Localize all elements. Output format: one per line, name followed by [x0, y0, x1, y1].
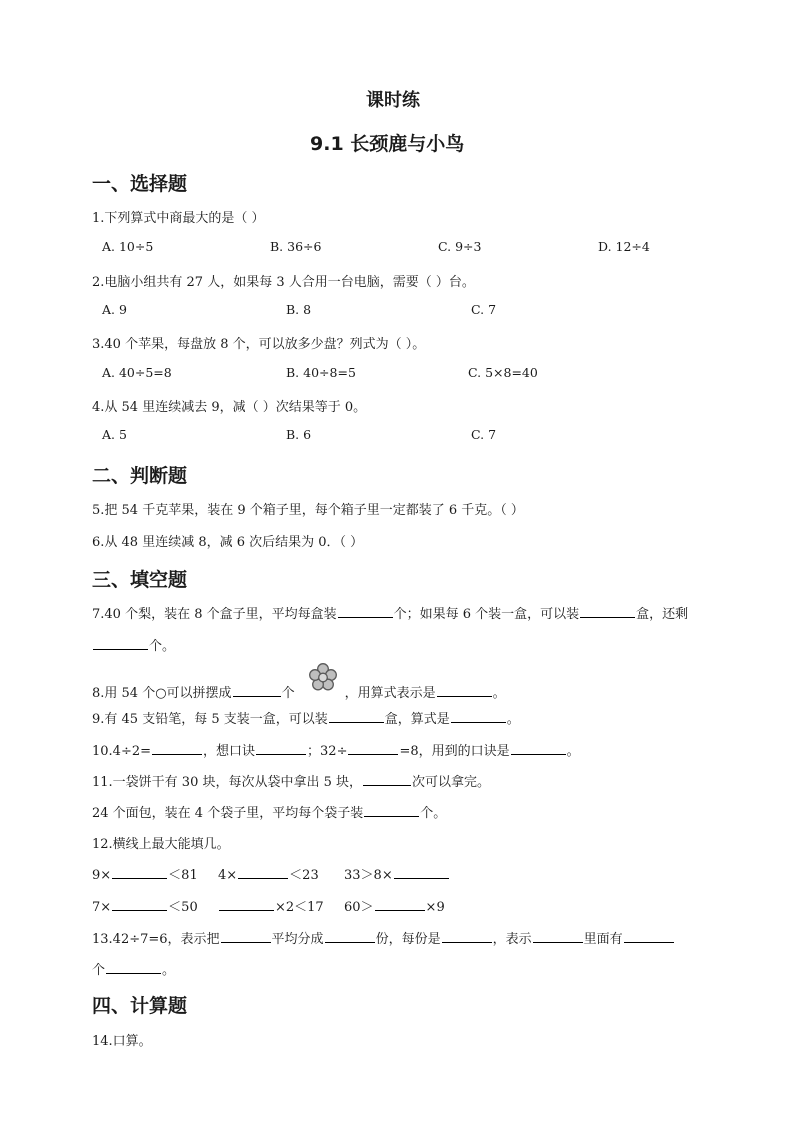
q10-blank-4[interactable] — [511, 742, 566, 755]
q10-text-3: ；32÷ — [307, 744, 348, 759]
q2-option-c: C. 7 — [471, 302, 497, 317]
q3-option-b: B. 40÷8=5 — [286, 365, 356, 380]
q13-blank-6[interactable] — [106, 961, 161, 974]
q8-blank-1[interactable] — [233, 684, 281, 697]
q8-text-3: ，用算式表示是 — [344, 686, 436, 701]
q12-r2c-text-2: ×9 — [425, 900, 445, 915]
q9-blank-1[interactable] — [329, 710, 384, 723]
q2-option-a: A. 9 — [102, 302, 127, 317]
q11-blank-1[interactable] — [363, 773, 411, 786]
q12-row2-c — [344, 896, 445, 915]
q11b-text-2: 个。 — [420, 806, 447, 821]
q12-r2a-text-1: 7× — [92, 900, 112, 915]
q10-text-5: 。 — [566, 744, 580, 759]
q12-r1b-text-1: 4× — [218, 868, 238, 883]
q7-blank-1[interactable] — [338, 605, 393, 618]
q8-text-1: 8.用 54 个○可以拼摆成 — [92, 686, 232, 701]
q1-option-a: A. 10÷5 — [102, 239, 154, 254]
q7-text-1: 7.40 个梨，装在 8 个盒子里，平均每盒装 — [92, 607, 337, 622]
question-7 — [92, 603, 688, 622]
q12-r1a-text-1: 9× — [92, 868, 112, 883]
q12-r2c-text-1: 60＞ — [344, 900, 374, 915]
q3-option-a: A. 40÷5=8 — [102, 365, 172, 380]
q13-blank-3[interactable] — [442, 930, 492, 943]
question-14: 14.口算。 — [92, 1034, 152, 1049]
q8-text-2: 个 — [281, 686, 295, 701]
section-heading-fill: 三、填空题 — [92, 569, 188, 591]
q13-text-7: 。 — [162, 963, 176, 978]
q7-text-3: 盒，还剩 — [636, 607, 689, 622]
flower-icon — [308, 662, 338, 692]
q12-row1-a — [92, 864, 198, 883]
q1-option-d: D. 12÷4 — [598, 239, 650, 254]
q4-option-c: C. 7 — [471, 427, 497, 442]
q9-text-1: 9.有 45 支铅笔，每 5 支装一盒，可以装 — [92, 712, 328, 727]
page-title: 课时练 — [366, 90, 420, 111]
question-4: 4.从 54 里连续减去 9，减（ ）次结果等于 0。 — [92, 400, 367, 415]
q10-blank-1[interactable] — [152, 742, 202, 755]
question-11b — [92, 802, 446, 821]
question-12: 12.横线上最大能填几。 — [92, 837, 230, 852]
q10-text-1: 10.4÷2= — [92, 744, 152, 759]
q13-text-5: 里面有 — [583, 932, 623, 947]
q12-r1a-text-2: ＜81 — [168, 868, 198, 883]
q9-text-2: 盒，算式是 — [384, 712, 450, 727]
q10-blank-2[interactable] — [256, 742, 306, 755]
q12-r2b-blank[interactable] — [219, 898, 274, 911]
q13-text-4: ，表示 — [492, 932, 532, 947]
section-heading-judge: 二、判断题 — [92, 465, 188, 487]
q13-text-3: 份，每份是 — [375, 932, 441, 947]
q12-r1b-blank[interactable] — [238, 866, 288, 879]
q10-blank-3[interactable] — [348, 742, 398, 755]
q1-option-b: B. 36÷6 — [270, 239, 322, 254]
q8-text-4: 。 — [492, 686, 506, 701]
q4-option-b: B. 6 — [286, 427, 312, 442]
q7-blank-3[interactable] — [93, 637, 148, 650]
q11b-text-1: 24 个面包，装在 4 个袋子里，平均每个袋子装 — [92, 806, 364, 821]
q1-option-c: C. 9÷3 — [438, 239, 482, 254]
question-2: 2.电脑小组共有 27 人，如果每 3 人合用一台电脑，需要（ ）台。 — [92, 275, 475, 290]
q12-r1a-blank[interactable] — [112, 866, 167, 879]
page-subtitle: 9.1 长颈鹿与小鸟 — [310, 133, 465, 155]
question-13 — [92, 928, 675, 947]
q10-text-2: ，想口诀 — [203, 744, 256, 759]
q12-row2-b — [218, 896, 324, 915]
q12-r2c-blank[interactable] — [375, 898, 425, 911]
q7-text-4: 个。 — [149, 639, 176, 654]
q4-option-a: A. 5 — [102, 427, 127, 442]
question-8 — [92, 682, 506, 701]
question-11 — [92, 771, 490, 790]
q12-r2a-blank[interactable] — [112, 898, 167, 911]
q12-r1c-blank[interactable] — [394, 866, 449, 879]
q12-row1-b — [218, 864, 319, 883]
q2-option-b: B. 8 — [286, 302, 312, 317]
q12-r1c-text-1: 33＞8× — [344, 868, 393, 883]
question-6: 6.从 48 里连续减 8，减 6 次后结果为 0．（ ） — [92, 535, 364, 550]
question-13-cont — [92, 959, 175, 978]
q13-blank-4[interactable] — [533, 930, 583, 943]
q7-text-2: 个；如果每 6 个装一盒，可以装 — [393, 607, 580, 622]
q13-blank-1[interactable] — [221, 930, 271, 943]
q10-text-4: =8，用到的口诀是 — [399, 744, 510, 759]
q12-r2a-text-2: ＜50 — [168, 900, 198, 915]
q3-option-c: C. 5×8=40 — [468, 365, 538, 380]
q12-r2b-text-2: ×2＜17 — [275, 900, 324, 915]
question-7-cont — [92, 635, 175, 654]
q9-blank-2[interactable] — [451, 710, 506, 723]
q13-blank-2[interactable] — [325, 930, 375, 943]
q8-blank-2[interactable] — [437, 684, 492, 697]
q12-row1-c — [344, 864, 450, 883]
q9-text-3: 。 — [506, 712, 520, 727]
q12-row2-a — [92, 896, 198, 915]
question-5: 5.把 54 千克苹果，装在 9 个箱子里，每个箱子里一定都装了 6 千克。（ ） — [92, 503, 524, 518]
q11b-blank-1[interactable] — [364, 804, 419, 817]
q11-text-2: 次可以拿完。 — [412, 775, 491, 790]
section-heading-calc: 四、计算题 — [92, 995, 188, 1017]
question-1: 1.下列算式中商最大的是（ ） — [92, 211, 265, 226]
q11-text-1: 11.一袋饼干有 30 块，每次从袋中拿出 5 块， — [92, 775, 363, 790]
q13-text-1: 13.42÷7=6，表示把 — [92, 932, 220, 947]
q13-blank-5[interactable] — [624, 930, 674, 943]
section-heading-choice: 一、选择题 — [92, 173, 188, 195]
q13-text-2: 平均分成 — [271, 932, 324, 947]
q7-blank-2[interactable] — [580, 605, 635, 618]
question-10 — [92, 740, 580, 759]
q12-r1b-text-2: ＜23 — [289, 868, 319, 883]
q13-text-6: 个 — [92, 963, 106, 978]
question-9 — [92, 708, 520, 727]
question-3: 3.40 个苹果，每盘放 8 个，可以放多少盘？列式为（ ）。 — [92, 337, 426, 352]
